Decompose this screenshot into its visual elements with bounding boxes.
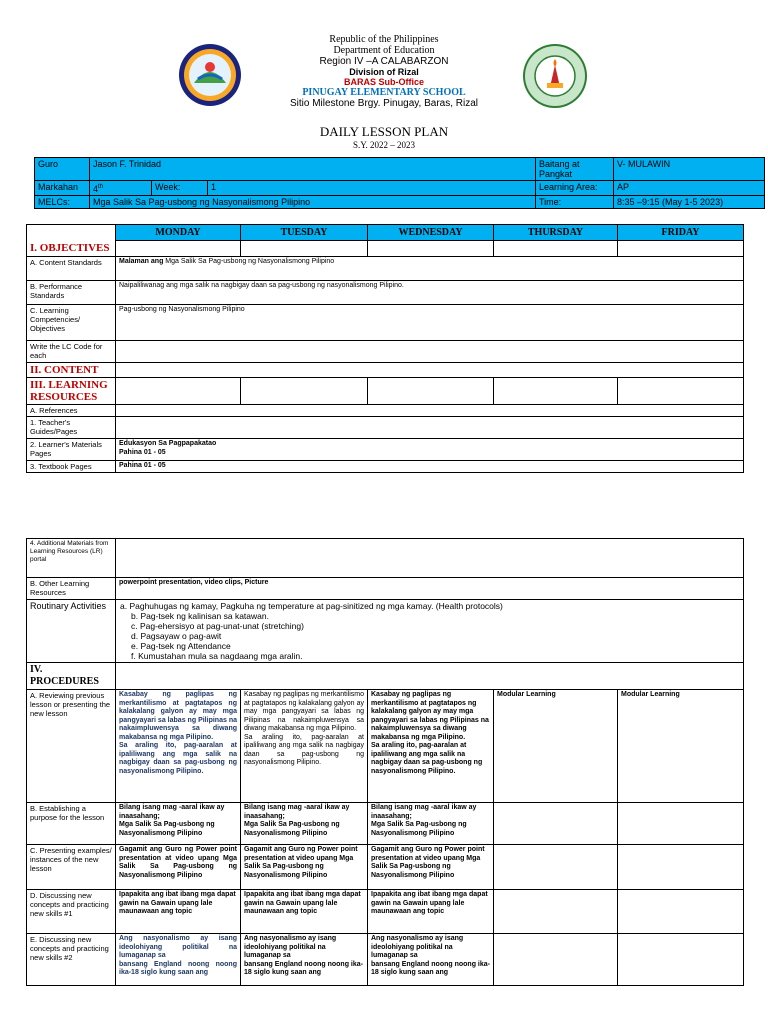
learners-materials-label: 2. Learner's Materials Pages [27,439,116,461]
routinary-item: d. Pagsayaw o pag-awit [131,631,222,641]
learning-resources-heading: III. LEARNING RESOURCES [27,378,116,405]
markahan-label: Markahan [35,181,90,196]
day-wednesday: WEDNESDAY [368,225,494,241]
header-line-school: PINUGAY ELEMENTARY SCHOOL [302,87,466,98]
discussing-2-wednesday: Ang nasyonalismo ay isang ideolohiyang politikal na lumaganap sa bansang England noong noong ika-18 siglo kung saan ang [368,934,494,986]
other-resources-value: powerpoint presentation, video clips, Picture [116,578,744,600]
week-label: Week: [152,181,208,196]
day-tuesday: TUESDAY [241,225,368,241]
markahan-value: 4th [90,181,152,196]
purpose-monday: Bilang isang mag -aaral ikaw ay inaasahang; Mga Salik Sa Pag-usbong ng Nasyonalismong Pilipino [116,803,241,845]
lesson-table-2 [26,538,744,986]
header-line-deped: Department of Education [333,45,435,56]
discussing-1-tuesday: Ipapakita ang ibat ibang mga dapat gawin na Gawain upang lale maunawaan ang topic [241,890,368,934]
header-line-address: Sitio Milestone Brgy. Pinugay, Baras, Rizal [289,98,479,109]
day-monday: MONDAY [116,225,241,241]
day-thursday: THURSDAY [494,225,618,241]
additional-materials-label: 4. Additional Materials from Learning Resources (LR) portal [27,539,116,578]
purpose-tuesday: Bilang isang mag -aaral ikaw ay inaasahang; Mga Salik Sa Pag-usbong ng Nasyonalismong Pilipino [241,803,368,845]
header-line-region: Region IV –A CALABARZON [319,56,449,67]
performance-standards-label: B. Performance Standards [27,281,116,305]
routinary-item: e. Pag-tsek ng Attendance [131,641,231,651]
header-line-division: Division of Rizal [349,67,419,77]
textbook-pages-label: 3. Textbook Pages [27,461,116,473]
presenting-examples-tuesday: Gagamit ang Guro ng Power point presentation at video upang Mga Salik Sa Pag-usbong ng Nasyonalismong Pilipino [241,845,368,890]
discussing-1-wednesday: Ipapakita ang ibat ibang mga dapat gawin na Gawain upang lale maunawaan ang topic [368,890,494,934]
routinary-item: f. Kumustahan mula sa nagdaang mga aralin. [131,651,303,661]
objectives-heading: I. OBJECTIVES [27,241,116,257]
presenting-examples-monday: Gagamit ang Guro ng Power point presentation at video upang Mga Salik Sa Pag-usbong ng Nasyonalismong Pilipino [116,845,241,890]
learning-area-label: Learning Area: [536,181,614,196]
reviewing-wednesday: Kasabay ng paglipas ng merkantilismo at pagtatapos ng kalakalang galyon ay may mga pangyayari sa labas ng Pilipinas na nakaimpluwensya sa diwang makabansa ng mga Pilipino. Sa araling ito, pag-aaralan at ipaliliwang ang mga salik na nagbigay daan sa pag-usbong ng nasyonalismong Pilipino. [368,690,494,803]
content-standards-value: Malaman ang Mga Salik Sa Pag-usbong ng Nasyonalismong Pilipino [116,257,744,281]
header-line-republic: Republic of the Philippines [329,34,439,45]
baitang-value: V- MULAWIN [614,158,765,181]
info-table [34,157,765,209]
discussing-1-monday: Ipapakita ang ibat ibang mga dapat gawin na Gawain upang lale maunawaan ang topic [116,890,241,934]
purpose-wednesday: Bilang isang mag -aaral ikaw ay inaasahang; Mga Salik Sa Pag-usbong ng Nasyonalismong Pilipino [368,803,494,845]
days-corner [27,225,116,241]
baitang-label: Baitang at Pangkat [536,158,614,181]
learners-materials-value: Edukasyon Sa Pagpapakatao Pahina 01 - 05 [116,439,744,461]
lc-code-label: Write the LC Code for each [27,341,116,363]
time-label: Time: [536,196,614,209]
discussing-2-label: E. Discussing new concepts and practicing new skills #2 [27,934,116,986]
procedures-heading: IV. PROCEDURES [27,663,116,690]
week-value: 1 [208,181,536,196]
header-line-suboffice: BARAS Sub-Office [343,77,424,87]
reviewing-friday: Modular Learning [618,690,744,803]
time-value: 8:35 –9:15 (May 1-5 2023) [614,196,765,209]
reviewing-label: A. Reviewing previous lesson or presenting the new lesson [27,690,116,803]
melcs-value: Mga Salik Sa Pag-usbong ng Nasyonalismong Pilipino [90,196,536,209]
references-label: A. References [27,405,116,417]
learning-area-value: AP [614,181,765,196]
presenting-examples-wednesday: Gagamit ang Guro ng Power point presentation at video upang Mga Salik Sa Pag-usbong ng Nasyonalismong Pilipino [368,845,494,890]
purpose-label: B. Establishing a purpose for the lesson [27,803,116,845]
discussing-2-monday: Ang nasyonalismo ay isang ideolohiyang politikal na lumaganap sa bansang England noong noong ika-18 siglo kung saan ang [116,934,241,986]
competencies-value: Pag-usbong ng Nasyonalismong Pilipino [116,305,744,341]
routinary-list [116,600,744,663]
page-title: DAILY LESSON PLAN [319,124,449,139]
other-resources-label: B. Other Learning Resources [27,578,116,600]
teachers-guide-label: 1. Teacher's Guides/Pages [27,417,116,439]
routinary-item: a. Paghuhugas ng kamay, Pagkuha ng temperature at pag-sinitized ng mga kamay. (Health protocols) [120,601,503,611]
reviewing-monday: Kasabay ng paglipas ng merkantilismo at pagtatapos ng kalakalang galyon ay may mga pangyayari sa labas ng Pilipinas na nakaimpluwensya sa diwang makabansa ng mga Pilipino. Sa araling ito, pag-aaralan at ipaliliwang ang mga salik na nagbigay daan sa pag-usbong ng nasyonalismong Pilipino. [116,690,241,803]
day-friday: FRIDAY [618,225,744,241]
presenting-examples-label: C. Presenting examples/ instances of the new lesson [27,845,116,890]
melcs-label: MELCs: [35,196,90,209]
reviewing-tuesday: Kasabay ng paglipas ng merkantilismo at pagtatapos ng kalakalang galyon ay may mga pangyayari sa labas ng Pilipinas na nakaimpluwensya sa diwang makabansa ng mga Pilipino. Sa araling ito, pag-aaralan at ipaliliwang ang mga salik na nagbigay daan sa pag-usbong ng nasyonalismong Pilipino. [241,690,368,803]
competencies-label: C. Learning Competencies/ Objectives [27,305,116,341]
school-year: S.Y. 2022 – 2023 [352,140,416,150]
content-standards-label: A. Content Standards [27,257,116,281]
routinary-label: Routinary Activities [27,600,116,663]
reviewing-thursday: Modular Learning [494,690,618,803]
guro-label: Guro [35,158,90,181]
textbook-pages-value: Pahina 01 - 05 [116,461,744,473]
discussing-2-tuesday: Ang nasyonalismo ay isang ideolohiyang politikal na lumaganap sa bansang England noong noong ika-18 siglo kung saan ang [241,934,368,986]
guro-value: Jason F. Trinidad [90,158,536,181]
lesson-table-1 [26,224,744,473]
routinary-item: c. Pag-ehersisyo at pag-unat-unat (stretching) [131,621,304,631]
performance-standards-value: Naipaliliwanag ang mga salik na nagbigay daan sa pag-usbong ng nasyonalismong Pilipino. [116,281,744,305]
routinary-item: b. Pag-tsek ng kalinisan sa katawan. [131,611,269,621]
content-heading: II. CONTENT [27,363,116,378]
discussing-1-label: D. Discussing new concepts and practicing new skills #1 [27,890,116,934]
